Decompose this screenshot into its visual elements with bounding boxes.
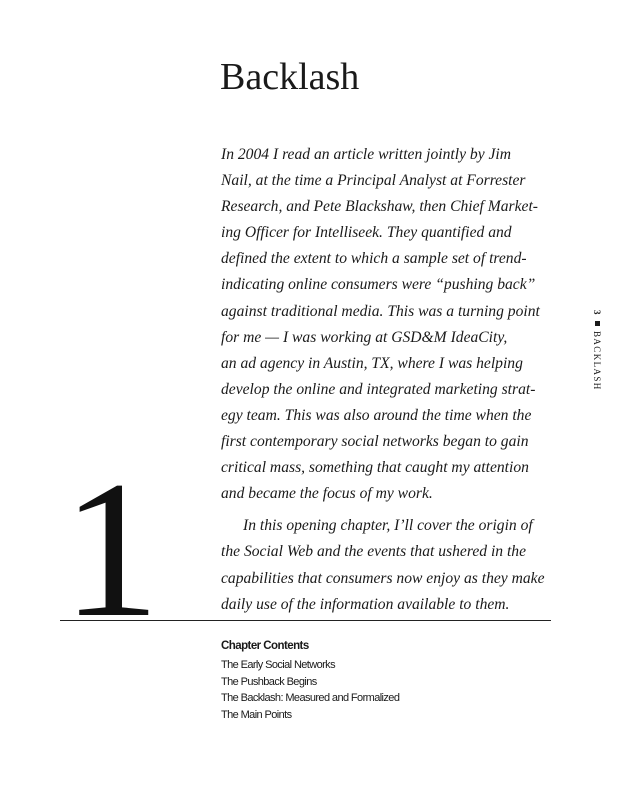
intro-line: and became the focus of my work. xyxy=(221,485,433,503)
contents-item: The Pushback Begins xyxy=(221,675,317,688)
square-bullet-icon xyxy=(595,321,600,326)
intro-line: the Social Web and the events that ushered in the xyxy=(221,543,527,561)
intro-line: daily use of the information available to them. xyxy=(221,595,510,613)
intro-line: Research, and Pete Blackshaw, then Chief Market- xyxy=(221,198,538,216)
intro-line: an ad agency in Austin, TX, where I was helping xyxy=(221,354,523,372)
intro-line: egy team. This was also around the time when the xyxy=(221,406,532,424)
contents-item: The Main Points xyxy=(221,708,292,721)
contents-item: The Backlash: Measured and Formalized xyxy=(221,692,400,705)
intro-line: indicating online consumers were “pushing back” xyxy=(221,276,536,294)
intro-line: first contemporary social networks began to gain xyxy=(221,433,529,451)
chapter-intro xyxy=(221,142,561,618)
running-head xyxy=(592,310,602,391)
intro-line: against traditional media. This was a turning point xyxy=(221,302,540,320)
intro-line: Nail, at the time a Principal Analyst at Forrester xyxy=(221,172,526,190)
divider-rule xyxy=(60,620,551,621)
intro-line: for me — I was working at GSD&M IdeaCity, xyxy=(221,328,508,346)
intro-line: In this opening chapter, I’ll cover the origin of xyxy=(243,517,533,535)
running-head-label: BACKLASH xyxy=(592,330,602,391)
intro-line: develop the online and integrated marketing strat- xyxy=(221,380,536,398)
intro-line: ing Officer for Intelliseek. They quantified and xyxy=(221,224,512,242)
chapter-title: Backlash xyxy=(220,56,360,98)
chapter-number: 1 xyxy=(62,441,160,658)
intro-line: defined the extent to which a sample set of trend- xyxy=(221,250,527,268)
intro-line: In 2004 I read an article written jointly by Jim xyxy=(221,146,512,163)
chapter-contents xyxy=(221,639,399,723)
intro-line: capabilities that consumers now enjoy as they make xyxy=(221,569,545,587)
page-number: 3 xyxy=(592,310,602,316)
intro-line: critical mass, something that caught my attention xyxy=(221,459,529,477)
contents-heading: Chapter Contents xyxy=(221,640,309,652)
contents-item: The Early Social Networks xyxy=(221,659,335,671)
